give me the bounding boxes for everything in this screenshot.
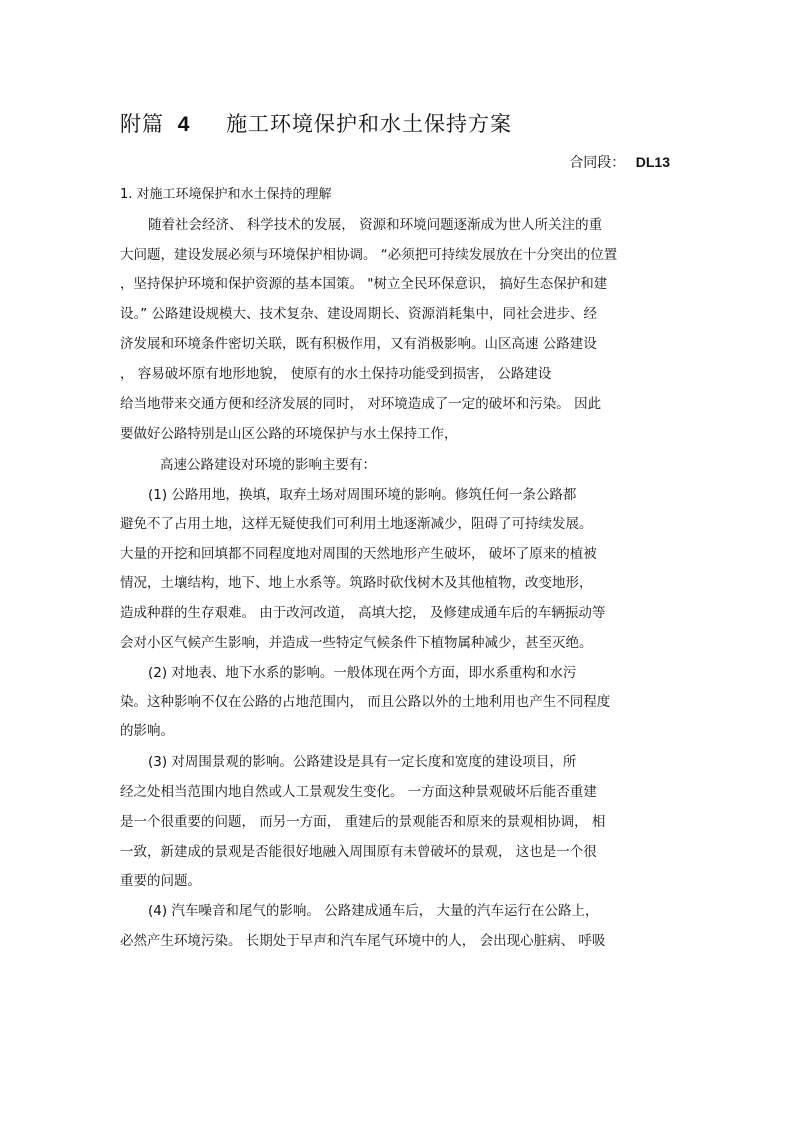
text-line: 要做好公路特别是山区公路的环境保护与水土保持工作， — [120, 426, 458, 442]
text-line: 的影响。 — [120, 723, 174, 739]
text-line: 造成种群的生存艰难。 由于改河改道， 高填大挖， 及修建成通车后的车辆振动等 — [120, 605, 606, 621]
text-line: 是一个很重要的问题， 而另一方面， 重建后的景观能否和原来的景观相协调， 相 — [120, 814, 606, 830]
contract-section — [569, 152, 670, 172]
text-line: (2) 对地表、地下水系的影响。一般体现在两个方面，即水系重构和水污 — [148, 665, 577, 681]
text-line: ， 容易破坏原有地形地貌， 使原有的水土保持功能受到损害， 公路建设 — [120, 366, 552, 382]
contract-code: DL13 — [635, 154, 670, 170]
text-line: 会对小区气候产生影响，并造成一些特定气候条件下植物属种减少，甚至灭绝。 — [120, 635, 593, 651]
page-title — [120, 108, 512, 138]
text-line: 经之处相当范围内地自然或人工景观发生变化。 一方面这种景观破坏后能否重建 — [120, 784, 597, 800]
text-line: (1) 公路用地，换填，取弃土场对周围环境的影响。修筑任何一条公路都 — [148, 487, 577, 503]
text-line: 设。” 公路建设规模大、技术复杂、建设周期长、资源消耗集中，同社会进步、经 — [120, 306, 598, 322]
section-heading: 1. 对施工环境保护和水土保持的理解 — [120, 187, 332, 202]
text-line: 避免不了占用土地，这样无疑使我们可利用土地逐渐减少，阻碍了可持续发展。 — [120, 516, 593, 532]
text-line: 大问题，建设发展必须与环境保护相协调。 “必须把可持续发展放在十分突出的位置 — [120, 247, 618, 263]
title-prefix: 附篇 — [120, 112, 164, 136]
contract-label: 合同段： — [569, 155, 626, 171]
text-line: ，坚持保护环境和保护资源的基本国策。 "树立全民环保意识， 搞好生态保护和建 — [120, 276, 608, 292]
text-line: 给当地带来交通方便和经济发展的同时， 对环境造成了一定的破坏和污染。 因此 — [120, 396, 602, 412]
text-line: 随着社会经济、 科学技术的发展， 资源和环境问题逐渐成为世人所关注的重 — [148, 217, 603, 233]
text-line: (3) 对周围景观的影响。公路建设是具有一定长度和宽度的建设项目，所 — [148, 754, 577, 770]
text-line: 重要的问题。 — [120, 873, 201, 889]
text-line: (4) 汽车噪音和尾气的影响。 公路建成通车后， 大量的汽车运行在公路上， — [148, 903, 599, 919]
text-line: 必然产生环境污染。 长期处于早声和汽车尾气环境中的人， 会出现心脏病、 呼吸 — [120, 933, 606, 949]
title-text: 施工环境保护和水土保持方案 — [226, 112, 513, 136]
text-line: 济发展和环境条件密切关联，既有积极作用，又有消极影响。山区高速 公路建设 — [120, 336, 597, 352]
title-number: 4 — [177, 113, 191, 136]
text-line: 染。这种影响不仅在公路的占地范围内， 而且公路以外的土地利用也产生不同程度 — [120, 694, 611, 710]
text-line: 大量的开挖和回填都不同程度地对周围的天然地形产生破坏， 破坏了原来的植被 — [120, 546, 597, 562]
text-line: 情况，土壤结构，地下、地上水系等。筑路时砍伐树木及其他植物，改变地形， — [120, 575, 593, 591]
text-line: 高速公路建设对环境的影响主要有： — [160, 457, 376, 473]
text-line: 一致，新建成的景观是否能很好地融入周围原有未曾破坏的景观， 这也是一个很 — [120, 844, 597, 860]
